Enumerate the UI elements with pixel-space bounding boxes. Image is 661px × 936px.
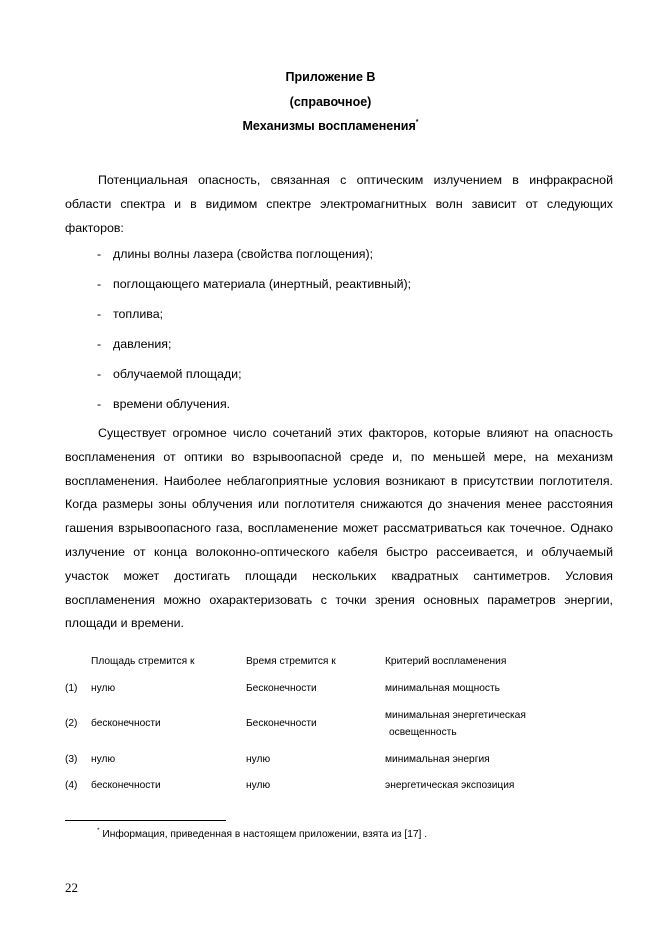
table-cell-time: нулю <box>246 780 271 791</box>
table-cell-criterion: минимальная энергия <box>385 754 490 765</box>
appendix-heading <box>0 119 661 133</box>
list-item-text: облучаемой площади; <box>113 367 242 381</box>
table-row-number: (3) <box>65 754 78 765</box>
list-dash: - <box>97 397 102 411</box>
table-cell-time: нулю <box>246 754 271 765</box>
list-item-text: времени облучения. <box>113 397 231 411</box>
table-cell-criterion: минимальная мощность <box>385 683 500 694</box>
heading-footnote-mark: * <box>415 119 419 126</box>
table-cell-area: нулю <box>91 754 116 765</box>
list-dash: - <box>97 307 102 321</box>
intro-paragraph: Потенциальная опасность, связанная с оптическим излучением в инфракрасной области спектра и в видимом спектре электромагнитных волн зависит от следующих факторов: <box>65 173 613 235</box>
table-cell-criterion-continued: освещенность <box>389 727 457 738</box>
page-number: 22 <box>65 880 78 895</box>
table-cell-area: бесконечности <box>91 780 161 791</box>
table-row-number: (1) <box>65 683 78 694</box>
appendix-heading-text: Механизмы воспламенения <box>242 119 416 133</box>
list-item <box>97 307 163 321</box>
table-row-number: (2) <box>65 718 78 729</box>
list-dash: - <box>97 367 102 381</box>
body-paragraph: Существует огромное число сочетаний этих факторов, которые влияют на опасность воспламенения от оптики во взрывоопасной среде и, по меньшей мере, на механизм воспламенения. Наиболее неблагоприятные условия возникают в присутствии поглотителя. Когда размеры зоны облучения или поглотителя снижаются до значения менее расстояния гашения взрывоопасного газа, воспламенение может рассматриваться как точечное. Однако излучение от конца волоконно-оптического кабеля быстро рассеивается, и облучаемый участок может достигать площади нескольких квадратных сантиметров. Условия воспламенения можно охарактеризовать с точки зрения основных параметров энергии, площади и времени. <box>65 426 613 631</box>
appendix-type: (справочное) <box>289 95 372 109</box>
table-header-area: Площадь стремится к <box>91 656 195 667</box>
table-row-number: (4) <box>65 780 78 791</box>
table-cell-criterion: энергетическая экспозиция <box>385 780 515 791</box>
list-dash: - <box>97 247 102 261</box>
list-item-text: длины волны лазера (свойства поглощения); <box>113 247 374 261</box>
list-dash: - <box>97 337 102 351</box>
table-cell-criterion: минимальная энергетическая <box>385 710 526 721</box>
list-dash: - <box>97 277 102 291</box>
list-item <box>97 247 373 261</box>
table-cell-area: бесконечности <box>91 718 161 729</box>
table-header-time: Время стремится к <box>246 656 336 667</box>
footnote-text: Информация, приведенная в настоящем приложении, взята из [17] . <box>102 829 428 840</box>
appendix-title: Приложение В <box>285 70 376 84</box>
footnote-separator <box>65 820 226 821</box>
footnote-mark: * <box>97 827 100 834</box>
table-cell-area: нулю <box>91 683 116 694</box>
table-cell-time: Бесконечности <box>246 683 317 694</box>
table-header-criterion: Критерий воспламенения <box>385 656 507 667</box>
list-item-text: давления; <box>113 337 172 351</box>
table-cell-time: Бесконечности <box>246 718 317 729</box>
footnote <box>97 827 427 840</box>
list-item <box>97 367 242 381</box>
list-item-text: поглощающего материала (инертный, реактивный); <box>113 277 412 291</box>
list-item <box>97 277 411 291</box>
list-item <box>97 337 171 351</box>
list-item <box>97 397 230 411</box>
list-item-text: топлива; <box>113 307 164 321</box>
